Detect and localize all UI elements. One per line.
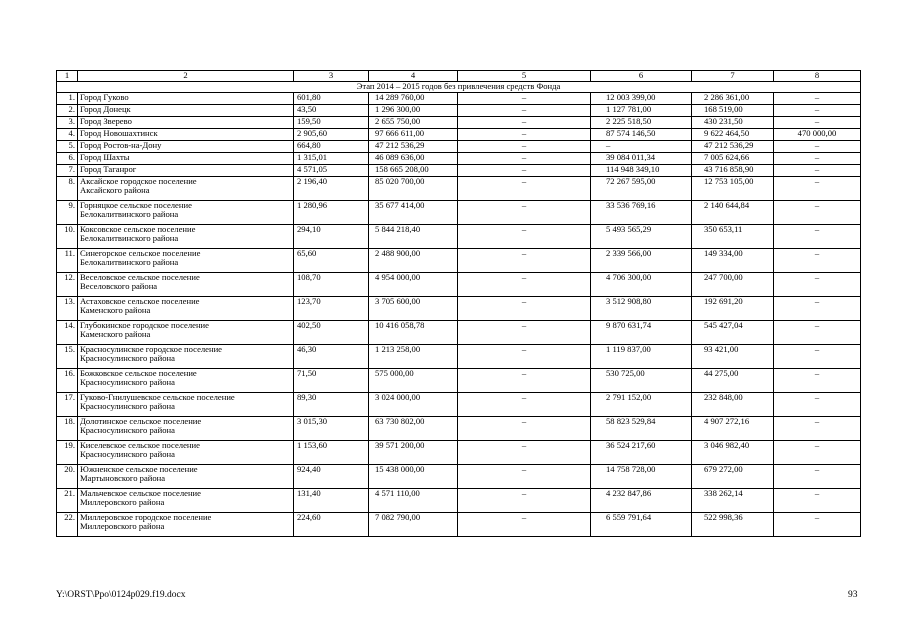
municipality-name: Город Новошахтинск — [80, 128, 158, 138]
value-cell-c4: 1 296 300,00 — [369, 105, 458, 117]
municipality-district: Миллеровского района — [80, 521, 165, 531]
row-number-cell: 11. — [57, 249, 78, 273]
value-cell-c4: 15 438 000,00 — [369, 465, 458, 489]
value-cell-c7: 9 622 464,50 — [692, 129, 774, 141]
municipality-cell — [78, 177, 294, 201]
municipality-district: Каменского района — [80, 305, 151, 315]
municipality-cell — [78, 201, 294, 225]
table-row — [57, 321, 861, 345]
value-cell-c8: – — [774, 489, 861, 513]
value-cell-c5: – — [458, 129, 591, 141]
municipality-district: Красносулинского района — [80, 425, 175, 435]
value-cell-c8: – — [774, 369, 861, 393]
municipality-name: Горняцкое сельское поселение — [80, 200, 192, 210]
value-cell-c7: 232 848,00 — [692, 393, 774, 417]
municipality-cell — [78, 297, 294, 321]
value-cell-c3: 664,80 — [294, 141, 369, 153]
municipality-name: Миллеровское городское поселение — [80, 512, 212, 522]
value-cell-c7: 430 231,50 — [692, 117, 774, 129]
value-cell-c5: – — [458, 93, 591, 105]
value-cell-c6: 39 084 011,34 — [591, 153, 692, 165]
value-cell-c5: – — [458, 225, 591, 249]
value-cell-c4: 1 213 258,00 — [369, 345, 458, 369]
table-row — [57, 93, 861, 105]
municipality-name: Город Шахты — [80, 152, 130, 162]
row-number-cell: 2. — [57, 105, 78, 117]
value-cell-c7: 2 140 644,84 — [692, 201, 774, 225]
municipality-name: Город Гуково — [80, 92, 129, 102]
value-cell-c5: – — [458, 345, 591, 369]
municipality-district: Белокалитвинского района — [80, 209, 179, 219]
value-cell-c3: 1 280,96 — [294, 201, 369, 225]
value-cell-c4: 47 212 536,29 — [369, 141, 458, 153]
value-cell-c8: – — [774, 441, 861, 465]
value-cell-c4: 46 089 636,00 — [369, 153, 458, 165]
row-number-cell: 9. — [57, 201, 78, 225]
row-number-cell: 14. — [57, 321, 78, 345]
value-cell-c4: 3 705 600,00 — [369, 297, 458, 321]
value-cell-c5: – — [458, 513, 591, 537]
row-number-cell: 12. — [57, 273, 78, 297]
value-cell-c3: 123,70 — [294, 297, 369, 321]
value-cell-c7: 168 519,00 — [692, 105, 774, 117]
value-cell-c4: 63 730 802,00 — [369, 417, 458, 441]
table-row — [57, 513, 861, 537]
municipality-name: Синегорское сельское поселение — [80, 248, 201, 258]
value-cell-c8: – — [774, 465, 861, 489]
value-cell-c6: 3 512 908,80 — [591, 297, 692, 321]
value-cell-c6: 5 493 565,29 — [591, 225, 692, 249]
value-cell-c5: – — [458, 321, 591, 345]
municipality-district: Красносулинского района — [80, 353, 175, 363]
value-cell-c8: – — [774, 345, 861, 369]
municipality-name: Южненское сельское поселение — [80, 464, 198, 474]
table-row — [57, 297, 861, 321]
value-cell-c6: 33 536 769,16 — [591, 201, 692, 225]
table-row — [57, 273, 861, 297]
value-cell-c4: 2 655 750,00 — [369, 117, 458, 129]
value-cell-c3: 2 905,60 — [294, 129, 369, 141]
municipality-name: Глубокинское городское поселение — [80, 320, 209, 330]
header-cell: 7 — [692, 71, 774, 82]
value-cell-c6: 14 758 728,00 — [591, 465, 692, 489]
stage-title: Этап 2014 – 2015 годов без привлечения средств Фонда — [57, 82, 861, 93]
row-number-cell: 10. — [57, 225, 78, 249]
value-cell-c3: 108,70 — [294, 273, 369, 297]
value-cell-c4: 14 289 760,00 — [369, 93, 458, 105]
value-cell-c5: – — [458, 273, 591, 297]
municipality-cell — [78, 513, 294, 537]
value-cell-c4: 35 677 414,00 — [369, 201, 458, 225]
value-cell-c3: 402,50 — [294, 321, 369, 345]
municipality-district: Красносулинского района — [80, 401, 175, 411]
value-cell-c5: – — [458, 393, 591, 417]
header-cell: 6 — [591, 71, 692, 82]
row-number-cell: 7. — [57, 165, 78, 177]
municipality-cell — [78, 93, 294, 105]
value-cell-c4: 7 082 790,00 — [369, 513, 458, 537]
value-cell-c6: 4 232 847,86 — [591, 489, 692, 513]
municipality-district: Аксайского района — [80, 185, 150, 195]
value-cell-c6: 2 339 566,00 — [591, 249, 692, 273]
municipality-cell — [78, 117, 294, 129]
value-cell-c5: – — [458, 441, 591, 465]
value-cell-c8: – — [774, 417, 861, 441]
municipality-district: Мартыновского района — [80, 473, 166, 483]
value-cell-c7: 338 262,14 — [692, 489, 774, 513]
value-cell-c3: 43,50 — [294, 105, 369, 117]
value-cell-c6: 12 003 399,00 — [591, 93, 692, 105]
municipality-cell — [78, 153, 294, 165]
value-cell-c7: 192 691,20 — [692, 297, 774, 321]
value-cell-c4: 2 488 900,00 — [369, 249, 458, 273]
value-cell-c3: 1 315,01 — [294, 153, 369, 165]
value-cell-c3: 3 015,30 — [294, 417, 369, 441]
value-cell-c3: 159,50 — [294, 117, 369, 129]
value-cell-c6: 2 791 152,00 — [591, 393, 692, 417]
municipality-cell — [78, 129, 294, 141]
municipality-cell — [78, 465, 294, 489]
municipality-district: Веселовского района — [80, 281, 158, 291]
value-cell-c8: – — [774, 105, 861, 117]
value-cell-c8: – — [774, 201, 861, 225]
value-cell-c5: – — [458, 177, 591, 201]
table-row — [57, 201, 861, 225]
value-cell-c3: 4 571,05 — [294, 165, 369, 177]
value-cell-c7: 350 653,11 — [692, 225, 774, 249]
value-cell-c8: – — [774, 93, 861, 105]
municipality-name: Коксовское сельское поселение — [80, 224, 196, 234]
value-cell-c8: – — [774, 225, 861, 249]
municipality-district: Белокалитвинского района — [80, 233, 179, 243]
value-cell-c5: – — [458, 165, 591, 177]
municipality-district: Белокалитвинского района — [80, 257, 179, 267]
municipality-name: Гуково-Гнилушевское сельское поселение — [80, 392, 235, 402]
table-row — [57, 417, 861, 441]
value-cell-c8: – — [774, 177, 861, 201]
row-number-cell: 22. — [57, 513, 78, 537]
value-cell-c8: – — [774, 165, 861, 177]
municipality-cell — [78, 369, 294, 393]
value-cell-c7: 47 212 536,29 — [692, 141, 774, 153]
row-number-cell: 6. — [57, 153, 78, 165]
value-cell-c8: – — [774, 117, 861, 129]
value-cell-c3: 294,10 — [294, 225, 369, 249]
value-cell-c5: – — [458, 417, 591, 441]
value-cell-c6: 530 725,00 — [591, 369, 692, 393]
value-cell-c6: 2 225 518,50 — [591, 117, 692, 129]
row-number-cell: 5. — [57, 141, 78, 153]
table-row — [57, 141, 861, 153]
value-cell-c3: 65,60 — [294, 249, 369, 273]
value-cell-c7: 2 286 361,00 — [692, 93, 774, 105]
municipality-name: Город Зверево — [80, 116, 132, 126]
value-cell-c8: – — [774, 297, 861, 321]
value-cell-c6: 6 559 791,64 — [591, 513, 692, 537]
value-cell-c4: 3 024 000,00 — [369, 393, 458, 417]
value-cell-c5: – — [458, 465, 591, 489]
table-row — [57, 393, 861, 417]
municipality-cell — [78, 141, 294, 153]
table-row — [57, 441, 861, 465]
table-row — [57, 153, 861, 165]
data-table — [56, 70, 861, 537]
value-cell-c4: 4 571 110,00 — [369, 489, 458, 513]
value-cell-c7: 679 272,00 — [692, 465, 774, 489]
municipality-name: Веселовское сельское поселение — [80, 272, 200, 282]
value-cell-c5: – — [458, 105, 591, 117]
municipality-name: Красносулинское городское поселение — [80, 344, 222, 354]
value-cell-c3: 601,80 — [294, 93, 369, 105]
table-row — [57, 369, 861, 393]
value-cell-c6: 1 127 781,00 — [591, 105, 692, 117]
table-header-row — [57, 71, 861, 82]
page-number: 93 — [848, 590, 858, 600]
municipality-cell — [78, 321, 294, 345]
row-number-cell: 18. — [57, 417, 78, 441]
value-cell-c5: – — [458, 153, 591, 165]
value-cell-c4: 575 000,00 — [369, 369, 458, 393]
row-number-cell: 19. — [57, 441, 78, 465]
value-cell-c6: 114 948 349,10 — [591, 165, 692, 177]
value-cell-c5: – — [458, 117, 591, 129]
municipality-cell — [78, 417, 294, 441]
municipality-name: Город Ростов-на-Дону — [80, 140, 162, 150]
municipality-cell — [78, 105, 294, 117]
value-cell-c5: – — [458, 369, 591, 393]
value-cell-c8: – — [774, 153, 861, 165]
value-cell-c7: 93 421,00 — [692, 345, 774, 369]
municipality-cell — [78, 225, 294, 249]
value-cell-c5: – — [458, 489, 591, 513]
value-cell-c4: 10 416 058,78 — [369, 321, 458, 345]
value-cell-c6: 9 870 631,74 — [591, 321, 692, 345]
row-number-cell: 20. — [57, 465, 78, 489]
value-cell-c8: – — [774, 393, 861, 417]
header-cell: 4 — [369, 71, 458, 82]
value-cell-c8: – — [774, 513, 861, 537]
municipality-cell — [78, 441, 294, 465]
table-row — [57, 345, 861, 369]
row-number-cell: 1. — [57, 93, 78, 105]
municipality-cell — [78, 489, 294, 513]
municipality-cell — [78, 165, 294, 177]
municipality-cell — [78, 249, 294, 273]
value-cell-c8: 470 000,00 — [774, 129, 861, 141]
stage-title-row — [57, 82, 861, 93]
municipality-district: Красносулинского района — [80, 449, 175, 459]
table-row — [57, 117, 861, 129]
value-cell-c3: 71,50 — [294, 369, 369, 393]
row-number-cell: 17. — [57, 393, 78, 417]
table-row — [57, 489, 861, 513]
table-row — [57, 105, 861, 117]
value-cell-c3: 131,40 — [294, 489, 369, 513]
value-cell-c3: 89,30 — [294, 393, 369, 417]
value-cell-c7: 44 275,00 — [692, 369, 774, 393]
value-cell-c5: – — [458, 201, 591, 225]
municipality-cell — [78, 393, 294, 417]
value-cell-c7: 3 046 982,40 — [692, 441, 774, 465]
value-cell-c4: 5 844 218,40 — [369, 225, 458, 249]
row-number-cell: 4. — [57, 129, 78, 141]
table-row — [57, 249, 861, 273]
value-cell-c7: 7 005 624,66 — [692, 153, 774, 165]
value-cell-c6: 1 119 837,00 — [591, 345, 692, 369]
header-cell: 3 — [294, 71, 369, 82]
table-row — [57, 225, 861, 249]
municipality-name: Киселевское сельское поселение — [80, 440, 200, 450]
row-number-cell: 8. — [57, 177, 78, 201]
value-cell-c7: 545 427,04 — [692, 321, 774, 345]
value-cell-c8: – — [774, 321, 861, 345]
value-cell-c5: – — [458, 297, 591, 321]
value-cell-c7: 247 700,00 — [692, 273, 774, 297]
table-row — [57, 465, 861, 489]
row-number-cell: 13. — [57, 297, 78, 321]
value-cell-c5: – — [458, 141, 591, 153]
value-cell-c7: 12 753 105,00 — [692, 177, 774, 201]
header-cell: 1 — [57, 71, 78, 82]
row-number-cell: 21. — [57, 489, 78, 513]
municipality-name: Божковское сельское поселение — [80, 368, 197, 378]
municipality-district: Миллеровского района — [80, 497, 165, 507]
header-cell: 8 — [774, 71, 861, 82]
row-number-cell: 3. — [57, 117, 78, 129]
value-cell-c6: 58 823 529,84 — [591, 417, 692, 441]
value-cell-c7: 149 334,00 — [692, 249, 774, 273]
table-row — [57, 177, 861, 201]
value-cell-c8: – — [774, 141, 861, 153]
value-cell-c4: 158 665 208,00 — [369, 165, 458, 177]
header-cell: 2 — [78, 71, 294, 82]
value-cell-c4: 39 571 200,00 — [369, 441, 458, 465]
value-cell-c6: 36 524 217,60 — [591, 441, 692, 465]
header-cell: 5 — [458, 71, 591, 82]
value-cell-c4: 97 666 611,00 — [369, 129, 458, 141]
value-cell-c3: 2 196,40 — [294, 177, 369, 201]
table-row — [57, 165, 861, 177]
value-cell-c5: – — [458, 249, 591, 273]
value-cell-c8: – — [774, 273, 861, 297]
value-cell-c7: 4 907 272,16 — [692, 417, 774, 441]
value-cell-c8: – — [774, 249, 861, 273]
value-cell-c4: 85 020 700,00 — [369, 177, 458, 201]
value-cell-c3: 924,40 — [294, 465, 369, 489]
value-cell-c7: 43 716 858,90 — [692, 165, 774, 177]
row-number-cell: 16. — [57, 369, 78, 393]
municipality-name: Аксайское городское поселение — [80, 176, 197, 186]
table-row — [57, 129, 861, 141]
value-cell-c4: 4 954 000,00 — [369, 273, 458, 297]
municipality-name: Город Таганрог — [80, 164, 137, 174]
value-cell-c6: 87 574 146,50 — [591, 129, 692, 141]
municipality-cell — [78, 345, 294, 369]
municipality-name: Мальчевское сельское поселение — [80, 488, 201, 498]
value-cell-c3: 46,30 — [294, 345, 369, 369]
municipality-name: Долотинское сельское поселение — [80, 416, 202, 426]
municipality-cell — [78, 273, 294, 297]
value-cell-c7: 522 998,36 — [692, 513, 774, 537]
value-cell-c6: 72 267 595,00 — [591, 177, 692, 201]
value-cell-c3: 1 153,60 — [294, 441, 369, 465]
municipality-district: Каменского района — [80, 329, 151, 339]
footer-file-path: Y:\ORST\Ppo\0124p029.f19.docx — [56, 590, 186, 600]
municipality-name: Город Донецк — [80, 104, 131, 114]
municipality-district: Красносулинского района — [80, 377, 175, 387]
value-cell-c6: 4 706 300,00 — [591, 273, 692, 297]
row-number-cell: 15. — [57, 345, 78, 369]
value-cell-c6: – — [591, 141, 692, 153]
value-cell-c3: 224,60 — [294, 513, 369, 537]
municipality-name: Астаховское сельское поселение — [80, 296, 200, 306]
